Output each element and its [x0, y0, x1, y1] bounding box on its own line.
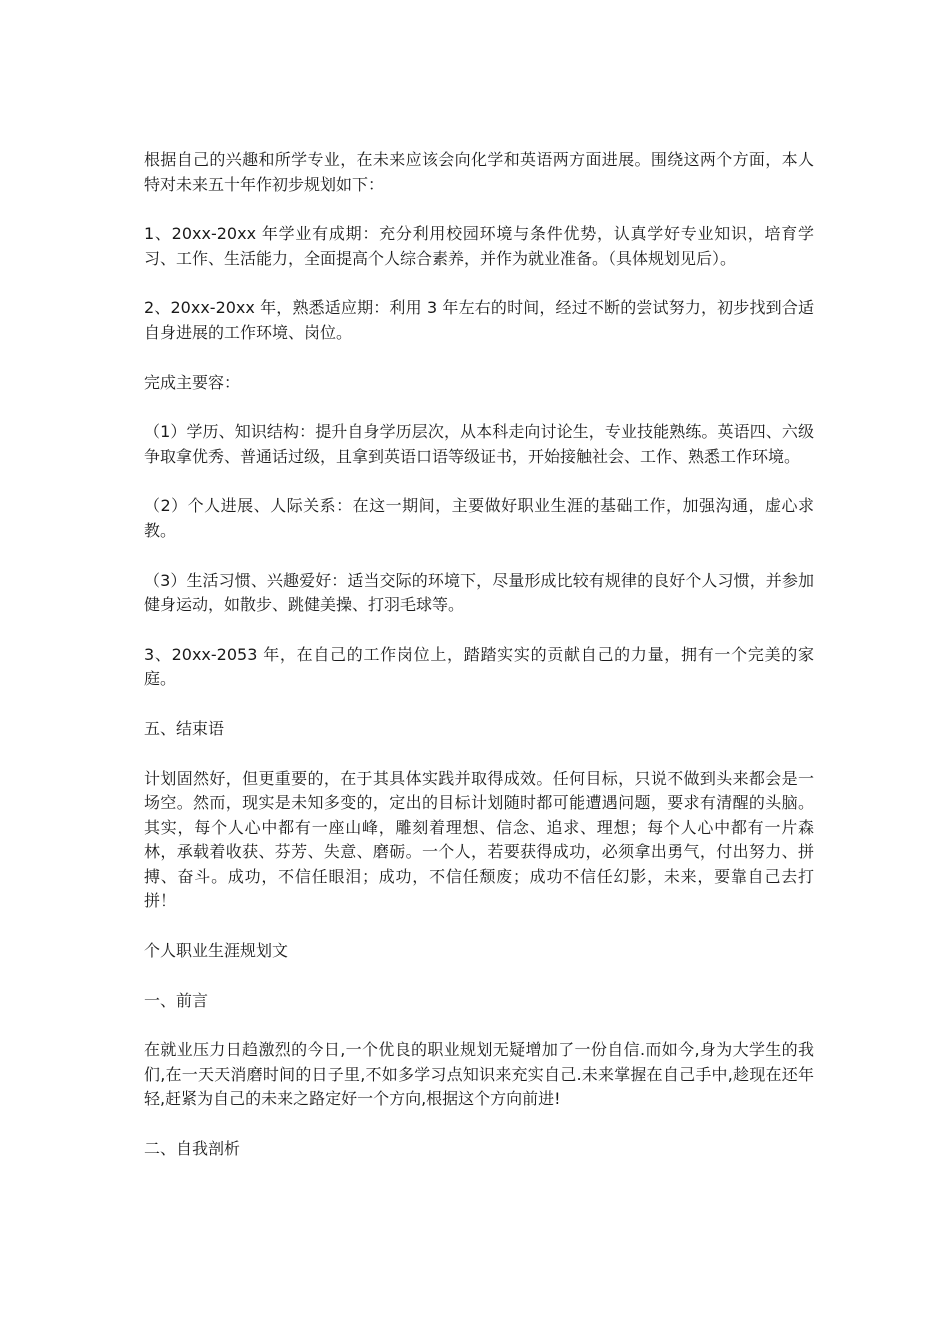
sub-item-1: （1）学历、知识结构：提升自身学历层次，从本科走向讨论生，专业技能熟练。英语四、六级争取拿优秀、普通话过级，且拿到英语口语等级证书，开始接触社会、工作、熟悉工作环境。	[144, 422, 814, 466]
section-heading-conclusion: 五、结束语	[144, 718, 225, 738]
article-title: 个人职业生涯规划文	[144, 941, 289, 961]
sub-item-3: （3）生活习惯、兴趣爱好：适当交际的环境下，尽量形成比较有规律的良好个人习惯，并参加健身运动，如散步、跳健美操、打羽毛球等。	[144, 570, 814, 615]
conclusion-paragraph: 计划固然好，但更重要的，在于其具体实践并取得成效。任何目标，只说不做到头来都会是一场空。然而，现实是未知多变的，定出的目标计划随时都可能遭遇问题，要求有清醒的头脑。其实，每个人心中都有一座山峰，雕刻着理想、信念、追求、理想；每个人心中都有一片森林，承载着收获、芬芳、失意、磨砺。一个人，若要获得成功，必须拿出勇气，付出努力、拼搏、奋斗。成功，不信任眼泪；成功，不信任颓废；成功不信任幻影，未来，要靠自己去打拼！	[144, 768, 814, 911]
plan-item-3: 3、20xx-2053 年，在自己的工作岗位上，踏踏实实的贡献自己的力量，拥有一个完美的家庭。	[144, 644, 814, 689]
preface-paragraph: 在就业压力日趋激烈的今日,一个优良的职业规划无疑增加了一份自信.而如今,身为大学生的我们,在一天天消磨时间的日子里,不如多学习点知识来充实自己.未来掌握在自己手中,趁现在还年轻,赶紧为自己的未来之路定好一个方向,根据这个方向前进!	[144, 1040, 814, 1109]
section-heading-self-analysis: 二、自我剖析	[144, 1139, 241, 1159]
plan-item-2: 2、20xx-20xx 年，熟悉适应期：利用 3 年左右的时间，经过不断的尝试努力，初步找到合适自身进展的工作环境、岗位。	[144, 298, 814, 342]
sub-item-2: （2）个人进展、人际关系：在这一期间，主要做好职业生涯的基础工作，加强沟通，虚心求教。	[144, 496, 814, 540]
intro-paragraph: 根据自己的兴趣和所学专业，在未来应该会向化学和英语两方面进展。围绕这两个方面，本人特对未来五十年作初步规划如下：	[144, 150, 814, 194]
plan-item-1: 1、20xx-20xx 年学业有成期：充分利用校园环境与条件优势，认真学好专业知识，培育学习、工作、生活能力，全面提高个人综合素养，并作为就业准备。（具体规划见后）。	[144, 224, 814, 268]
main-content-heading: 完成主要容：	[144, 372, 241, 392]
document-body	[144, 148, 814, 1187]
section-heading-preface: 一、前言	[144, 990, 209, 1010]
